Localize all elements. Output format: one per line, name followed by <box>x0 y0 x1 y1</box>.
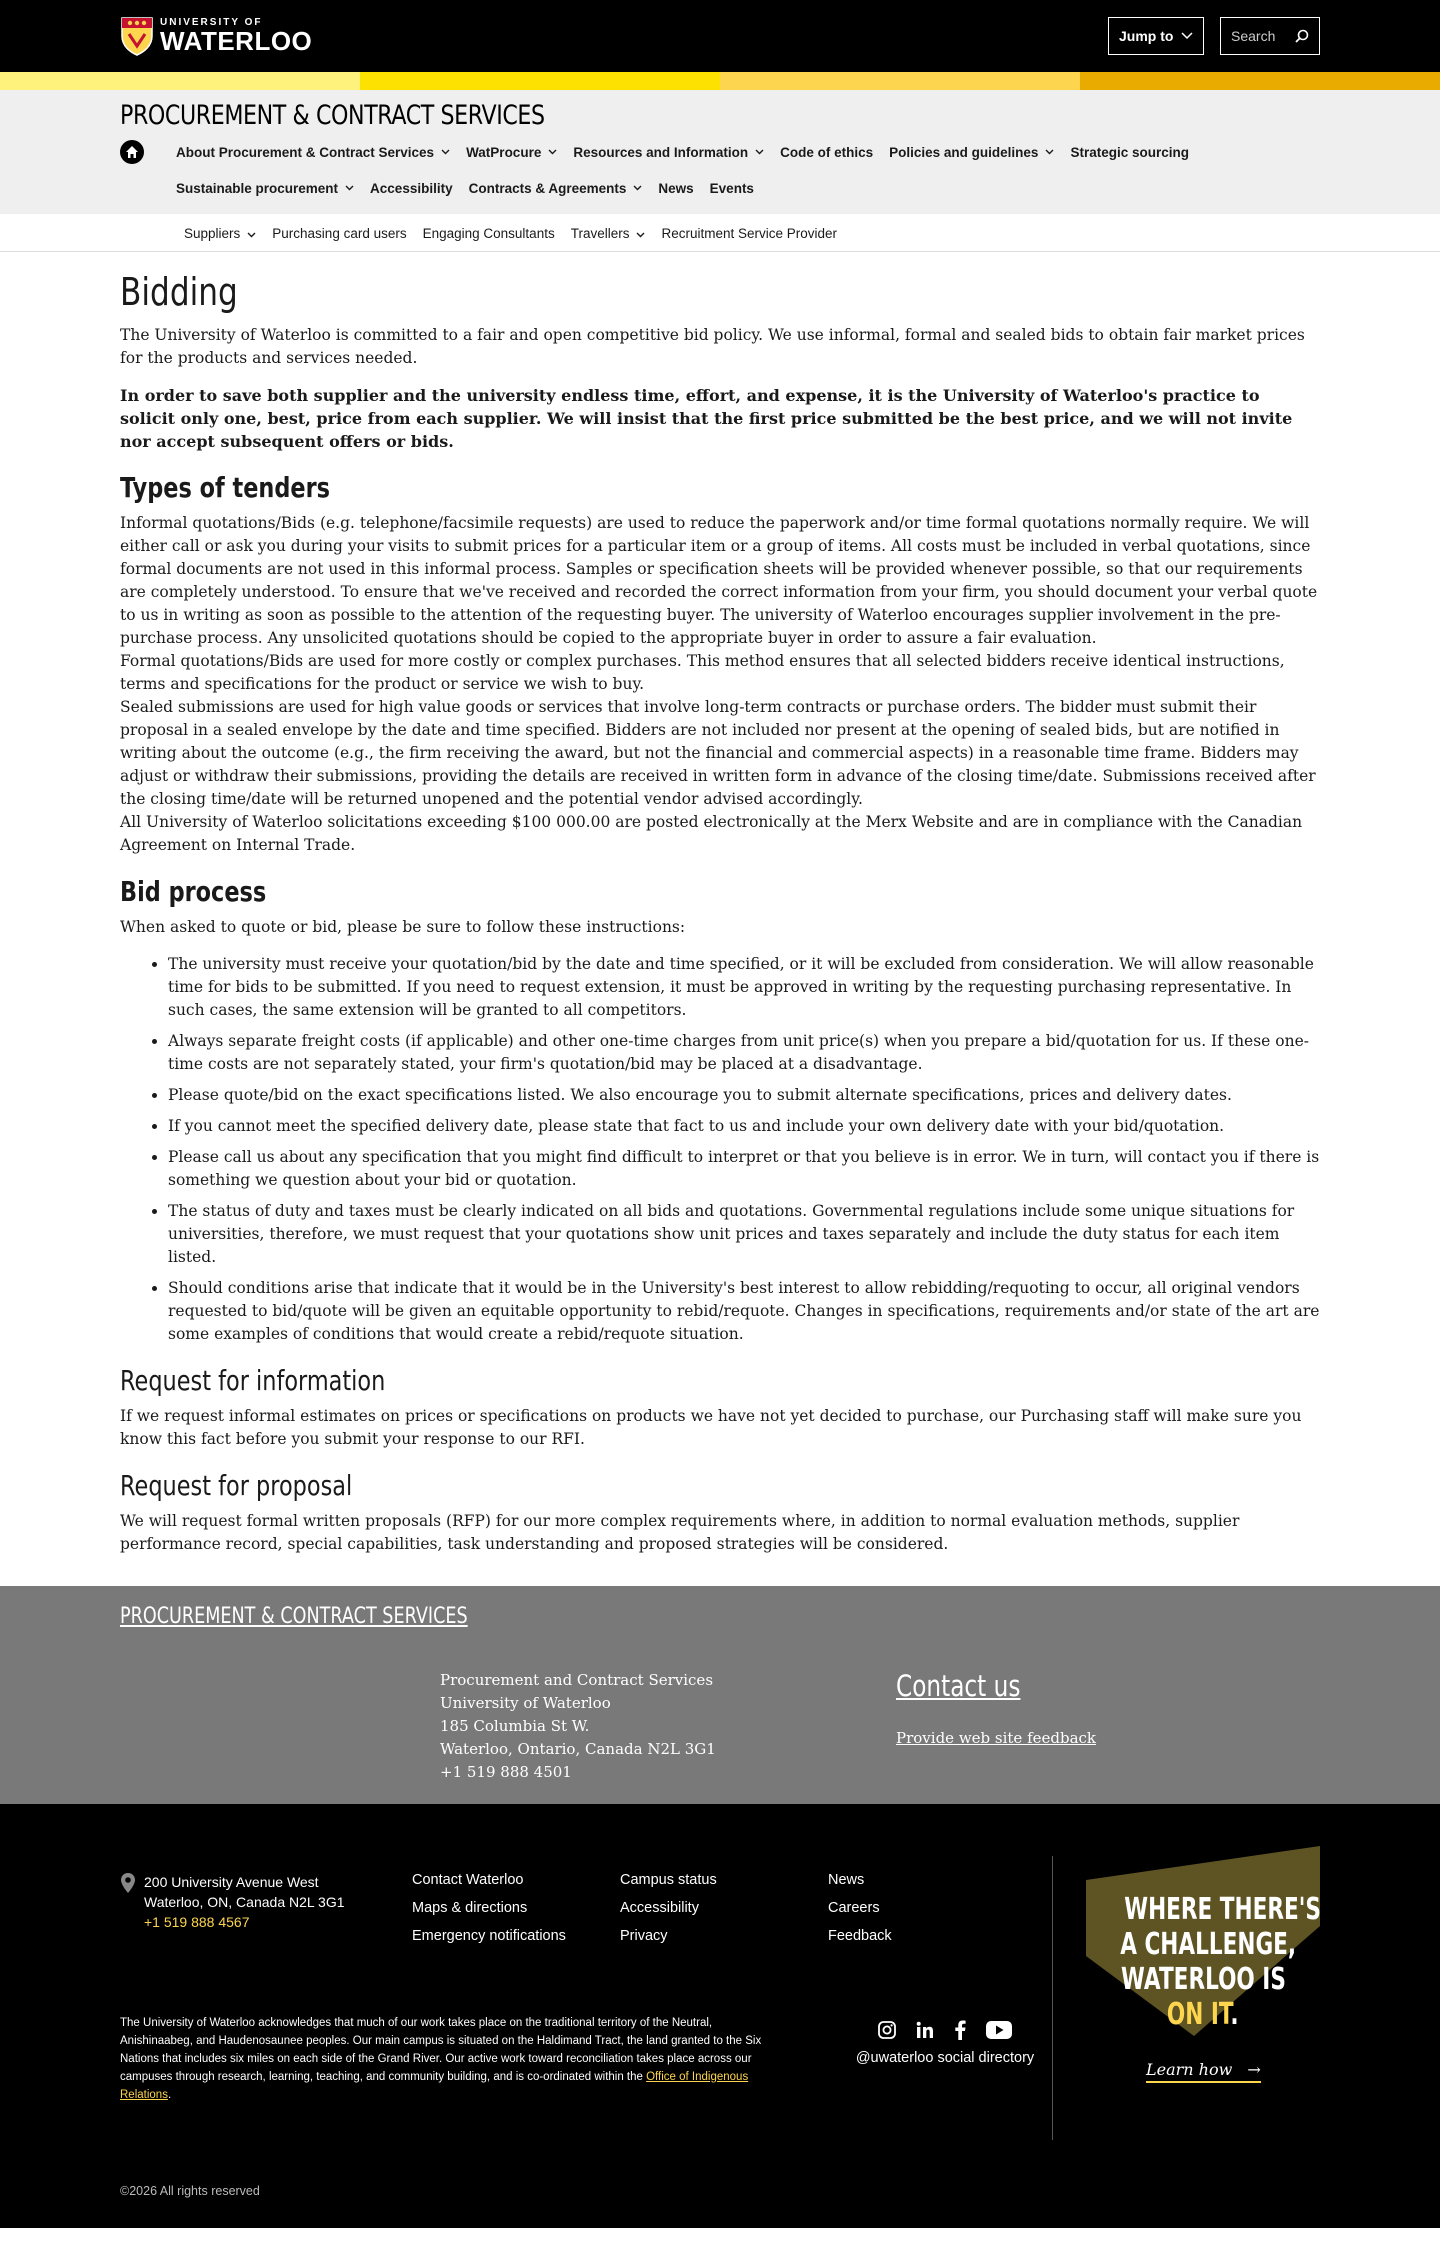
nav-item-label: Strategic sourcing <box>1070 144 1189 160</box>
nav-item-label: Resources and Information <box>573 144 749 160</box>
subnav-item[interactable] <box>272 226 406 241</box>
site-footer-address <box>440 1669 896 1784</box>
copyright: ©2026 All rights reserved <box>120 2184 260 2198</box>
page-title: Bidding <box>120 270 238 314</box>
footer-address-line: Waterloo, ON, Canada N2L 3G1 <box>144 1894 345 1910</box>
nav-item[interactable] <box>573 134 764 170</box>
logo-big-text: WATERLOO <box>160 26 313 56</box>
ack-text: The University of Waterloo acknowledges that much of our work takes place on the traditional territory of the Neutral, Anishinaabeg, and Haudenosaunee peoples. Our main campus is situated on the Haldimand Tract, the land granted to the Six Nations that includes six miles on each side of the Grand River. Our active work toward reconciliation takes place across our campuses through research, learning, teaching, and community building, and is co-ordinated within the <box>120 2017 762 2083</box>
emphasis-paragraph: In order to save both supplier and the university endless time, effort, and expense, it is the University of Waterloo's practice to solicit only one, best, price from each supplier. We will insist that the first price submitted be the best price, and we will not invite nor accept subsequent offers or bids. <box>120 386 1293 451</box>
footer-links-col-2 <box>620 1872 828 1956</box>
chevron-down-icon[interactable] <box>633 185 642 191</box>
footer-link[interactable]: Feedback <box>828 1928 892 1944</box>
subnav-item-label: Recruitment Service Provider <box>661 225 838 241</box>
map-pin-icon <box>120 1872 136 1894</box>
promo-line: WATERLOO IS <box>1120 1962 1286 1997</box>
main-nav <box>120 134 1320 214</box>
arrow-right-icon: → <box>1247 2060 1261 2079</box>
rfp-heading: Request for proposal <box>120 1469 353 1502</box>
indigenous-relations-link[interactable]: Office of Indigenous Relations <box>120 2071 749 2101</box>
promo-banner <box>1086 1846 1320 2106</box>
chevron-down-icon <box>1181 32 1193 40</box>
nav-item[interactable] <box>710 170 754 206</box>
address-line: Waterloo, Ontario, Canada N2L 3G1 <box>440 1740 716 1758</box>
footer-links-col-1 <box>412 1872 620 1956</box>
chevron-down-icon[interactable] <box>1045 149 1054 155</box>
bid-instruction-item: • Please quote/bid on the exact specifications listed. We also encourage you to submit alternate specifications, prices and delivery dates. <box>168 1084 1320 1107</box>
tender-type-paragraph: All University of Waterloo solicitations exceeding $100 000.00 are posted electronically at the Merx Website and are in compliance with the Canadian Agreement on Internal Trade. <box>120 813 1303 854</box>
footer-link[interactable]: Contact Waterloo <box>412 1872 524 1888</box>
nav-item-label: Contracts & Agreements <box>468 180 627 196</box>
nav-item-label: Events <box>709 180 754 196</box>
top-bar <box>0 0 1440 72</box>
footer-link[interactable]: Emergency notifications <box>412 1928 566 1944</box>
address-phone: +1 519 888 4501 <box>440 1763 572 1781</box>
chevron-down-icon[interactable] <box>548 149 557 155</box>
nav-item[interactable] <box>780 134 873 170</box>
chevron-down-icon[interactable] <box>755 149 764 155</box>
jump-to-button[interactable] <box>1108 17 1204 55</box>
address-line: Procurement and Contract Services <box>440 1671 714 1689</box>
site-title[interactable]: PROCUREMENT & CONTRACT SERVICES <box>120 100 545 131</box>
footer-phone-link[interactable]: +1 519 888 4567 <box>144 1914 250 1930</box>
nav-item[interactable] <box>658 170 693 206</box>
main-content <box>0 252 1440 1586</box>
search-icon[interactable] <box>1295 29 1309 43</box>
footer-link[interactable]: Privacy <box>620 1928 668 1944</box>
rfi-heading: Request for information <box>120 1364 386 1397</box>
bid-instruction-item: • Should conditions arise that indicate that it would be in the University's best interest to allow rebidding/requoting to occur, all original vendors requested to bid/quote will be given an equitable opportunity to rebid/requote. Changes in specifications, requirements and/or state of the art are some examples of conditions that would create a rebid/requote situation. <box>168 1277 1320 1346</box>
jump-to-label: Jump to <box>1119 28 1174 44</box>
rfi-paragraph: If we request informal estimates on prices or specifications on products we have not yet decided to purchase, our Purchasing staff will make sure you know this fact before you submit your response to our RFI. <box>120 1407 1302 1448</box>
learn-how-link[interactable] <box>1146 2060 1261 2083</box>
subnav-item[interactable] <box>184 226 256 241</box>
subnav-item-label: Travellers <box>570 225 630 241</box>
tender-type-paragraph: Informal quotations/Bids (e.g. telephone/facsimile requests) are used to reduce the paperwork and/or time formal quotations normally require. We will either call or ask you during your visits to submit prices for a particular item or a group of items. All costs must be included in verbal quotations, since formal documents are not used in this informal process. Samples or specification sheets will be provided whenever possible, so that our requirements are completely understood. To ensure that we've received and recorded the correct information from your firm, you should document your verbal quote to us in writing as soon as possible to the attention of the requesting buyer. The university of Waterloo encourages supplier involvement in the pre-purchase process. Any unsolicited quotations should be copied to the appropriate buyer in order to assure a fair evaluation. <box>120 514 1318 647</box>
footer-link[interactable]: Campus status <box>620 1872 717 1888</box>
youtube-icon[interactable] <box>985 2020 1013 2040</box>
nav-item[interactable] <box>469 170 643 206</box>
promo-line: A CHALLENGE, <box>1120 1927 1297 1962</box>
nav-item-label: Policies and guidelines <box>889 144 1039 160</box>
chevron-down-icon[interactable] <box>636 232 645 238</box>
chevron-down-icon[interactable] <box>345 185 354 191</box>
stripe-2 <box>360 72 720 90</box>
footer-link[interactable]: Accessibility <box>620 1900 699 1916</box>
chevron-down-icon[interactable] <box>247 232 256 238</box>
land-acknowledgement <box>120 2014 780 2104</box>
footer-link[interactable]: Maps & directions <box>412 1900 528 1916</box>
site-header <box>0 90 1440 214</box>
footer-address <box>120 1872 412 1956</box>
bid-instruction-item: • Always separate freight costs (if applicable) and other one-time charges from unit price(s) when you prepare a bid/quotation for us. If these one-time costs are not separately stated, your firm's quotation/bid may be placed at a disadvantage. <box>168 1030 1320 1076</box>
promo-line: WHERE THERE'S <box>1124 1892 1321 1927</box>
nav-item-label: Sustainable procurement <box>176 180 339 196</box>
social-section <box>840 2014 1050 2104</box>
bid-instruction-item: • The status of duty and taxes must be clearly indicated on all bids and quotations. Governmental regulations include some unique situations for universities, therefore, we must request that your quotations show unit prices and taxes separately and include the duty status for each item listed. <box>168 1200 1320 1269</box>
nav-item[interactable] <box>370 170 453 206</box>
logo-small-text: UNIVERSITY OF <box>160 17 263 28</box>
nav-item-label: News <box>658 180 694 196</box>
instagram-icon[interactable] <box>877 2020 897 2040</box>
global-footer <box>0 1804 1440 2228</box>
subnav-item[interactable] <box>661 226 837 241</box>
chevron-down-icon[interactable] <box>441 149 450 155</box>
footer-links-col-3 <box>828 1872 1036 1956</box>
crest-icon <box>120 16 154 56</box>
feedback-link[interactable]: Provide web site feedback <box>896 1729 1097 1747</box>
subnav-item-label: Engaging Consultants <box>422 225 555 241</box>
subnav-item-label: Purchasing card users <box>272 225 407 241</box>
nav-item-label: Accessibility <box>370 180 453 196</box>
search-input[interactable] <box>1220 17 1320 55</box>
subnav-item-label: Suppliers <box>184 225 241 241</box>
address-line: 185 Columbia St W. <box>440 1717 590 1735</box>
footer-divider <box>1052 1856 1053 2140</box>
bid-instruction-item: • Please call us about any specification that you might find difficult to interpret or that you believe is in error. We in turn, will contact you if there is something we question about your bid or quotation. <box>168 1146 1320 1192</box>
global-header <box>0 0 1440 252</box>
sub-nav <box>0 214 1440 252</box>
search-placeholder: Search <box>1231 28 1276 44</box>
site-footer-title[interactable]: PROCUREMENT & CONTRACT SERVICES <box>120 1604 468 1629</box>
intro-paragraph: The University of Waterloo is committed to a fair and open competitive bid policy. We use informal, formal and sealed bids to obtain fair market prices for the products and services needed. <box>120 326 1305 367</box>
nav-item[interactable] <box>466 134 557 170</box>
rfp-paragraph: We will request formal written proposals (RFP) for our more complex requirements where, in addition to normal evaluation methods, supplier performance record, special capabilities, task understanding and proposed strategies will be considered. <box>120 1512 1240 1553</box>
types-heading: Types of tenders <box>120 471 330 504</box>
nav-item-label: WatProcure <box>466 144 542 160</box>
university-logo[interactable] <box>120 16 312 56</box>
nav-item[interactable] <box>1070 134 1189 170</box>
stripe-4 <box>1080 72 1440 90</box>
bid-heading: Bid process <box>120 875 267 908</box>
footer-link[interactable]: News <box>828 1872 865 1888</box>
home-icon[interactable] <box>120 140 144 164</box>
ack-end: . <box>167 2089 172 2101</box>
linkedin-icon[interactable] <box>915 2020 935 2040</box>
nav-item[interactable] <box>176 170 354 206</box>
nav-row <box>176 134 1320 206</box>
nav-item[interactable] <box>176 134 450 170</box>
nav-item-label: Code of ethics <box>780 144 874 160</box>
stripe-3 <box>720 72 1080 90</box>
bid-list <box>168 953 1320 1346</box>
site-footer <box>0 1586 1440 1804</box>
color-stripe <box>0 72 1440 90</box>
tender-type-paragraph: Sealed submissions are used for high value goods or services that involve long-term contracts or purchase orders. The bidder must submit their proposal in a sealed envelope by the date and time specified. Bidders are not included nor present at the opening of sealed bids, but are notified in writing about the outcome (e.g., the firm receiving the award, but not the financial and commercial aspects) in a reasonable time frame. Bidders may adjust or withdraw their submissions, providing the details are received in written form in advance of the closing time/date. Submissions received after the closing time/date will be returned unopened and the potential vendor advised accordingly. <box>120 698 1316 808</box>
facebook-icon[interactable] <box>953 2020 967 2040</box>
learn-how-label: Learn how <box>1146 2060 1233 2079</box>
footer-link[interactable]: Careers <box>828 1900 880 1916</box>
promo-period: . <box>1230 1997 1239 2032</box>
contact-us-link[interactable]: Contact us <box>896 1669 1021 1703</box>
subnav-item[interactable] <box>571 226 646 241</box>
bid-instruction-item: • The university must receive your quotation/bid by the date and time specified, or it will be excluded from consideration. We will allow reasonable time for bids to be submitted. If you need to request extension, it must be approved in writing by the requesting purchasing representative. In such cases, the same extension will be granted to all competitors. <box>168 953 1320 1022</box>
subnav-item[interactable] <box>423 226 555 241</box>
stripe-1 <box>0 72 360 90</box>
social-directory-link[interactable]: @uwaterloo social directory <box>855 2050 1035 2066</box>
nav-item-label: About Procurement & Contract Services <box>176 144 435 160</box>
tender-type-paragraph: Formal quotations/Bids are used for more costly or complex purchases. This method ensures that all selected bidders receive identical instructions, terms and specifications for the product or service we wish to buy. <box>120 652 1285 693</box>
promo-headline <box>1086 1892 1320 2032</box>
nav-item[interactable] <box>889 134 1054 170</box>
bid-instruction-item: • If you cannot meet the specified delivery date, please state that fact to us and include your own delivery date with your bid/quotation. <box>168 1115 1320 1138</box>
address-line: University of Waterloo <box>440 1694 611 1712</box>
bid-intro: When asked to quote or bid, please be sure to follow these instructions: <box>120 918 686 936</box>
types-section <box>120 512 1320 857</box>
promo-highlight: ON IT <box>1167 1997 1231 2032</box>
footer-address-line: 200 University Avenue West <box>144 1874 319 1890</box>
